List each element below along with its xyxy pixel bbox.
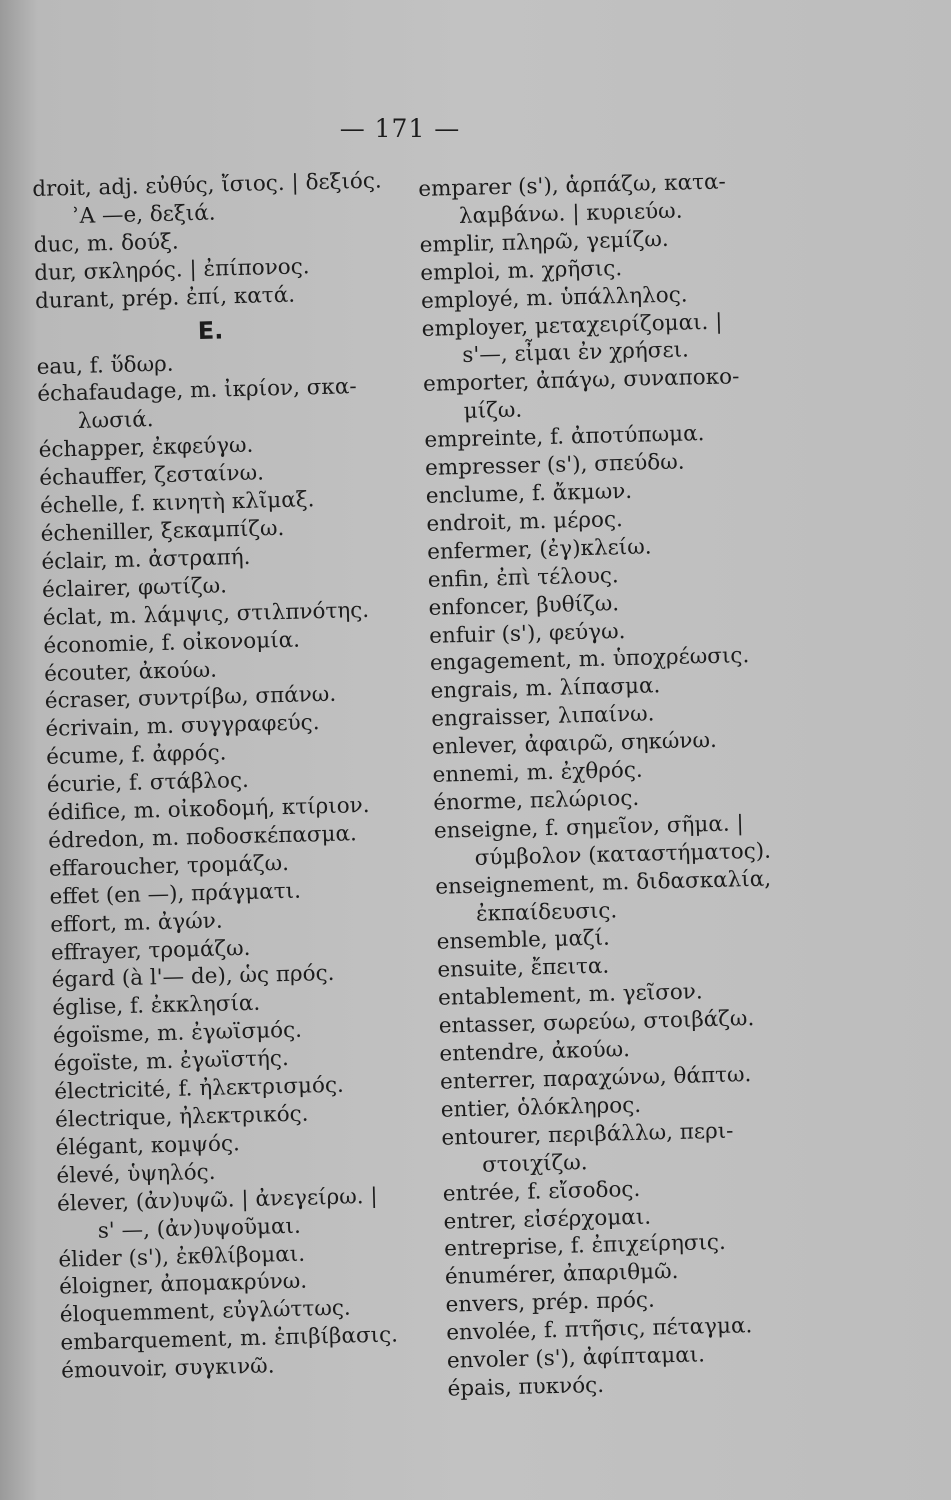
dictionary-entry: emploi, m. χρῆσις. (420, 255, 623, 286)
dictionary-entry: édifice, m. οἰκοδομή, κτίριον. (47, 792, 370, 826)
dictionary-entry: emporter, ἀπάγω, συναποκο- (422, 364, 740, 398)
dictionary-entry: empreinte, f. ἀποτύπωμα. (424, 421, 705, 454)
dictionary-entry: échauffer, ζεσταίνω. (39, 460, 265, 492)
dictionary-entry: ennemi, m. ἐχθρός. (432, 757, 643, 788)
dictionary-entry: eau, f. ὕδωρ. (36, 351, 174, 380)
dictionary-entry: énorme, πελώριος. (433, 785, 640, 816)
dictionary-entry: échelle, f. κινητὴ κλῖμαξ. (39, 487, 315, 519)
entry-continuation: λωσιά. (77, 407, 154, 435)
right-column (418, 166, 858, 1404)
dictionary-entry: enseignement, m. διδασκαλία, (435, 866, 772, 900)
dictionary-entry: engraisser, λιπαίνω. (430, 701, 655, 733)
dictionary-entry: église, f. ἐκκλησία. (52, 991, 261, 1022)
dictionary-entry: entrer, εἰσέρχομαι. (443, 1204, 652, 1235)
dictionary-entry: droit, adj. εὐθύς, ἴσιος. | δεξιός. (32, 168, 382, 202)
dictionary-entry: écurie, f. στάβλος. (46, 768, 250, 798)
dictionary-entry: entourer, περιβάλλω, περι- (441, 1118, 734, 1151)
dictionary-entry: ensemble, μαζί. (436, 926, 611, 956)
left-column (32, 166, 461, 1385)
dictionary-entry: éclat, m. λάμψις, στιλπνότης. (42, 597, 370, 631)
entry-continuation: μίζω. (463, 397, 523, 425)
dictionary-entry: élégant, κομψός. (55, 1131, 241, 1161)
dictionary-entry: empresser (s'), σπεύδω. (424, 449, 685, 481)
entry-continuation: s'—, εἶμαι ἐν χρήσει. (462, 337, 690, 369)
dictionary-entry: électricité, f. ἠλεκτρισμός. (54, 1072, 345, 1105)
dictionary-entry: écrivain, m. συγγραφεύς. (45, 710, 320, 743)
dictionary-entry: enfoncer, βυθίζω. (428, 590, 620, 621)
dictionary-entry: enfermer, (ἐγ)κλείω. (426, 534, 652, 565)
dictionary-entry: ensuite, ἔπειτα. (437, 953, 610, 984)
dictionary-entry: endroit, m. μέρος. (426, 506, 624, 537)
section-letter-heading: E. (197, 315, 224, 345)
dictionary-entry: enseigne, f. σημεῖον, σῆμα. | (433, 811, 745, 844)
dictionary-entry: entier, ὁλόκληρος. (440, 1092, 642, 1123)
dictionary-entry: égoïste, m. ἐγωϊστής. (53, 1046, 290, 1077)
dictionary-entry: épais, πυκνός. (447, 1372, 605, 1402)
dictionary-entry: engagement, m. ὑποχρέωσις. (429, 643, 750, 677)
dictionary-entry: envers, prép. πρός. (445, 1287, 656, 1318)
entry-continuation: λαμβάνω. | κυριεύω. (458, 198, 683, 229)
dictionary-entry: élever, (ἀν)υψῶ. | ἀνεγείρω. | (56, 1183, 378, 1217)
dictionary-entry: élevé, ὑψηλός. (56, 1159, 216, 1189)
dictionary-entry: emparer (s'), ἁρπάζω, κατα- (418, 169, 727, 202)
dictionary-entry: envolée, f. πτῆσις, πέταγμα. (445, 1313, 753, 1346)
dictionary-entry: éclair, m. ἀστραπή. (41, 544, 251, 575)
dictionary-entry: entreprise, f. ἐπιχείρησις. (443, 1230, 727, 1263)
dictionary-entry: enfin, ἐπὶ τέλους. (427, 562, 620, 593)
dictionary-entry: éloquemment, εὐγλώττως. (59, 1295, 352, 1328)
dictionary-entry: échafaudage, m. ἰκρίον, σκα- (37, 374, 357, 408)
dictionary-entry: éloigner, ἀπομακρύνω. (58, 1269, 308, 1301)
dictionary-entry: éclairer, φωτίζω. (41, 573, 228, 603)
dictionary-entry: énumérer, ἀπαριθμῶ. (444, 1259, 679, 1291)
dictionary-entry: égoïsme, m. ἐγωϊσμός. (52, 1017, 303, 1050)
entry-continuation: s' —, (ἀν)υψοῦμαι. (97, 1213, 302, 1244)
dictionary-entry: duc, m. δούξ. (33, 229, 179, 258)
dictionary-entry: échapper, ἐκφεύγω. (38, 432, 254, 464)
entry-continuation: στοιχίζω. (481, 1149, 588, 1178)
dictionary-entry: emplir, πληρῶ, γεμίζω. (419, 226, 670, 258)
dictionary-entry: enclume, f. ἄκμων. (425, 478, 633, 509)
dictionary-entry: écume, f. ἀφρός. (45, 740, 227, 771)
dictionary-entry: entrée, f. εἴσοδος. (442, 1176, 641, 1207)
dictionary-entry: élider (s'), ἐκθλίβομαι. (58, 1241, 306, 1273)
dictionary-entry: employer, μεταχειρίζομαι. | (421, 309, 723, 342)
dictionary-entry: entasser, σωρεύω, στοιβάζω. (438, 1006, 755, 1039)
dictionary-entry: employé, m. ὑπάλληλος. (420, 282, 688, 314)
dictionary-entry: enlever, ἀφαιρῶ, σηκώνω. (431, 727, 718, 760)
entry-continuation: ʾA —e, δεξιά. (72, 200, 216, 229)
dictionary-entry: enterrer, παραχώνω, θάπτω. (439, 1062, 752, 1095)
dictionary-entry: effort, m. ἀγών. (49, 908, 223, 938)
dictionary-entry: entendre, ἀκούω. (439, 1037, 631, 1067)
dictionary-entry: égard (à l'— de), ὡς πρός. (51, 961, 335, 994)
dictionary-entry: engrais, m. λίπασμα. (430, 673, 661, 705)
dictionary-entry: entablement, m. γεῖσον. (437, 979, 703, 1012)
dictionary-entry: économie, f. οἰκονομία. (43, 627, 301, 659)
dictionary-entry: effrayer, τρομάζω. (50, 935, 251, 966)
dictionary-entry: durant, prép. ἐπί, κατά. (34, 282, 296, 314)
entry-continuation: σύμβολον (καταστήματος). (474, 838, 772, 871)
dictionary-entry: enfuir (s'), φεύγω. (428, 618, 626, 649)
page-number: — 171 — (339, 114, 461, 143)
dictionary-entry: envoler (s'), ἀφίπταμαι. (446, 1342, 706, 1374)
dictionary-entry: électrique, ἠλεκτρικός. (54, 1101, 309, 1133)
dictionary-entry: effet (en —), πράγματι. (49, 878, 302, 910)
dictionary-entry: édredon, m. ποδοσκέπασμα. (47, 821, 358, 854)
entry-continuation: ἐκπαίδευσις. (475, 897, 618, 927)
dictionary-entry: dur, σκληρός. | ἐπίπονος. (34, 253, 310, 286)
dictionary-entry: émouvoir, συγκινῶ. (60, 1353, 275, 1384)
dictionary-entry: écraser, συντρίβω, σπάνω. (44, 682, 337, 715)
dictionary-entry: embarquement, m. ἐπιβίβασις. (60, 1322, 399, 1356)
dictionary-entry: écouter, ἀκούω. (43, 657, 218, 687)
dictionary-entry: écheniller, ξεκαμπίζω. (40, 515, 285, 547)
dictionary-entry: effaroucher, τρομάζω. (48, 850, 290, 882)
